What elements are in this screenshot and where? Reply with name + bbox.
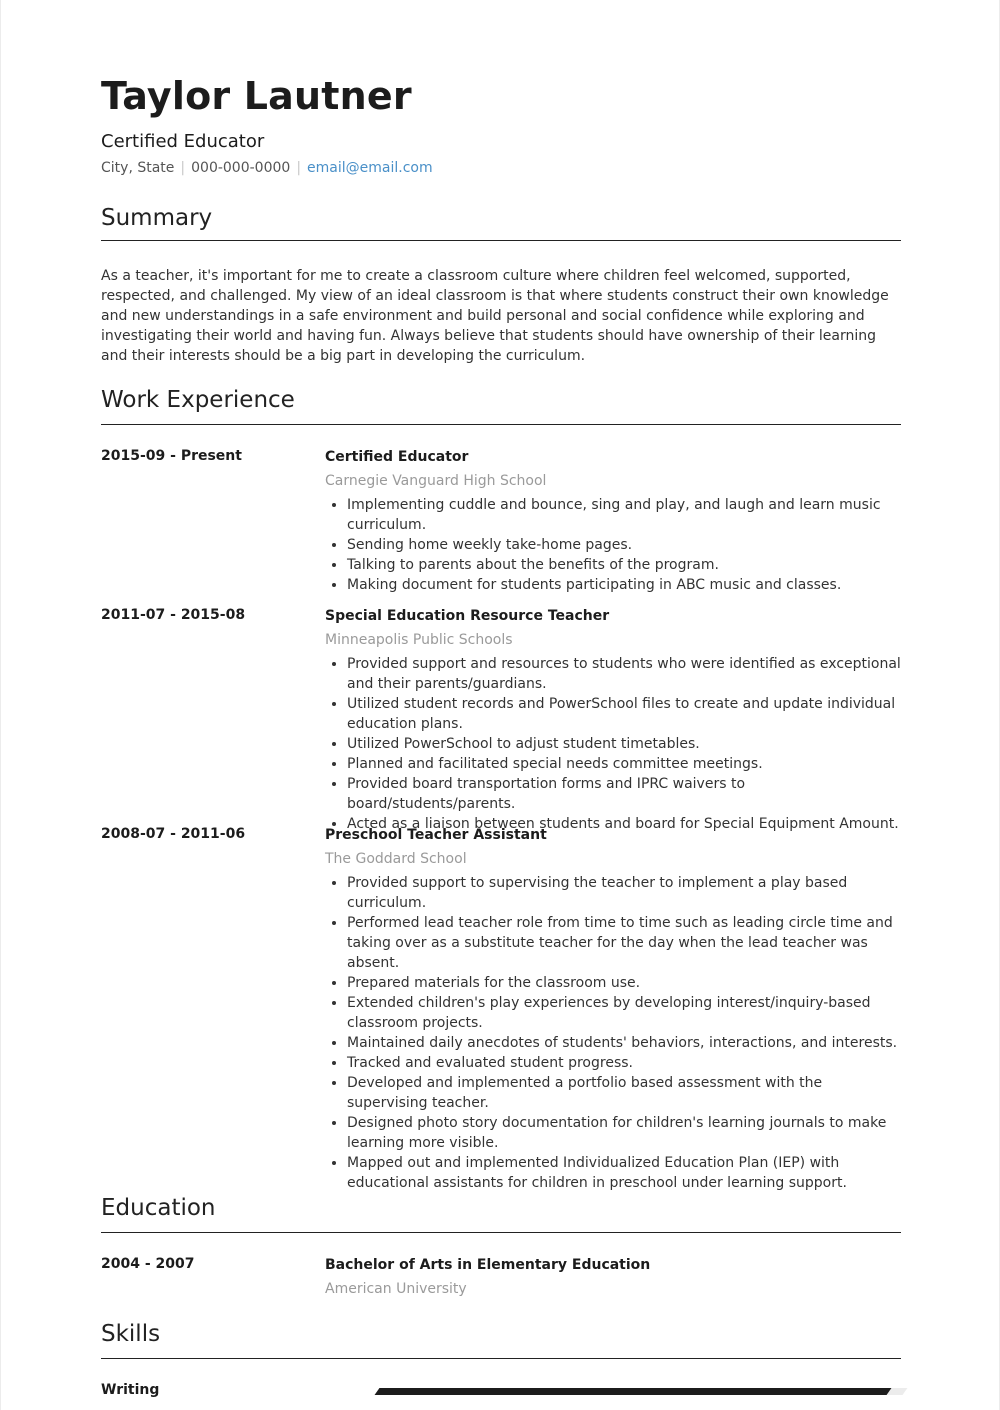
- job-bullet: • Prepared materials for the classroom use.: [347, 973, 905, 993]
- job-bullet: • Talking to parents about the benefits of the program.: [347, 555, 905, 575]
- job-bullet: • Planned and facilitated special needs committee meetings.: [347, 754, 905, 774]
- job-employer: The Goddard School: [325, 851, 467, 867]
- education-school: American University: [325, 1281, 467, 1297]
- skill-level-bar: [375, 1388, 908, 1395]
- job-bullet: • Provided board transportation forms and IPRC waivers to board/students/parents.: [347, 774, 905, 814]
- candidate-name: Taylor Lautner: [101, 74, 412, 118]
- experience-heading: Work Experience: [101, 387, 295, 413]
- job-employer: Minneapolis Public Schools: [325, 632, 513, 648]
- job-bullet: • Implementing cuddle and bounce, sing and play, and laugh and learn music curriculum.: [347, 495, 905, 535]
- section-divider: [101, 240, 901, 241]
- section-divider: [101, 1358, 901, 1359]
- section-divider: [101, 1232, 901, 1233]
- job-bullet: • Provided support to supervising the teacher to implement a play based curriculum.: [347, 873, 905, 913]
- job-bullet: • Developed and implemented a portfolio based assessment with the supervising teacher.: [347, 1073, 905, 1113]
- contact-line: [101, 160, 433, 176]
- section-divider: [101, 424, 901, 425]
- job-bullets: [325, 873, 905, 1193]
- job-dates: 2008-07 - 2011-06: [101, 826, 246, 842]
- education-entry: [325, 1255, 905, 1299]
- contact-separator: |: [296, 160, 302, 176]
- job-bullet: • Utilized PowerSchool to adjust student timetables.: [347, 734, 905, 754]
- candidate-headline: Certified Educator: [101, 131, 265, 152]
- job-bullets: [325, 654, 905, 834]
- skill-name: Writing: [101, 1382, 160, 1398]
- job-bullet: • Tracked and evaluated student progress.: [347, 1053, 905, 1073]
- contact-location: City, State: [101, 160, 175, 176]
- job-bullet: • Extended children's play experiences by developing interest/inquiry-based classroom projects.: [347, 993, 905, 1033]
- job-employer: Carnegie Vanguard High School: [325, 473, 547, 489]
- skills-heading: Skills: [101, 1321, 161, 1347]
- job-entry: [325, 447, 905, 595]
- contact-separator: |: [180, 160, 186, 176]
- contact-email-link[interactable]: email@email.com: [307, 160, 433, 176]
- contact-phone: 000-000-0000: [191, 160, 291, 176]
- education-heading: Education: [101, 1195, 216, 1221]
- summary-heading: Summary: [101, 205, 213, 231]
- education-dates: 2004 - 2007: [101, 1256, 195, 1272]
- job-entry: [325, 825, 905, 1193]
- job-bullets: [325, 495, 905, 595]
- job-bullet: • Sending home weekly take-home pages.: [347, 535, 905, 555]
- job-title: Special Education Resource Teacher: [325, 608, 610, 624]
- job-entry: [325, 606, 905, 834]
- job-bullet: • Acted as a liaison between students and board for Special Equipment Amount.: [347, 814, 905, 834]
- job-dates: 2011-07 - 2015-08: [101, 607, 246, 623]
- job-bullet: • Provided support and resources to students who were identified as exceptional and their parents/guardians.: [347, 654, 905, 694]
- skill-level-fill: [375, 1388, 892, 1395]
- job-bullet: • Making document for students participating in ABC music and classes.: [347, 575, 905, 595]
- job-bullet: • Performed lead teacher role from time to time such as leading circle time and taking over as a substitute teacher for the day when the lead teacher was absent.: [347, 913, 905, 973]
- job-bullet: • Maintained daily anecdotes of students' behaviors, interactions, and interests.: [347, 1033, 905, 1053]
- job-title: Certified Educator: [325, 449, 469, 465]
- summary-text: As a teacher, it's important for me to create a classroom culture where children feel welcomed, supported, respected, and challenged. My view of an ideal classroom is that where students construct their own knowledge and new understandings in a safe environment and build personal and social confidence while exploring and investigating their world and having fun. Always believe that students should have ownership of their learning and their interests should be a big part in developing the curriculum.: [101, 268, 889, 364]
- education-degree: Bachelor of Arts in Elementary Education: [325, 1257, 651, 1273]
- job-bullet: • Mapped out and implemented Individualized Education Plan (IEP) with educational assistants for children in preschool under learning support.: [347, 1153, 905, 1193]
- job-bullet: • Designed photo story documentation for children's learning journals to make learning more visible.: [347, 1113, 905, 1153]
- job-dates: 2015-09 - Present: [101, 448, 242, 464]
- job-bullet: • Utilized student records and PowerSchool files to create and update individual education plans.: [347, 694, 905, 734]
- job-title: Preschool Teacher Assistant: [325, 827, 547, 843]
